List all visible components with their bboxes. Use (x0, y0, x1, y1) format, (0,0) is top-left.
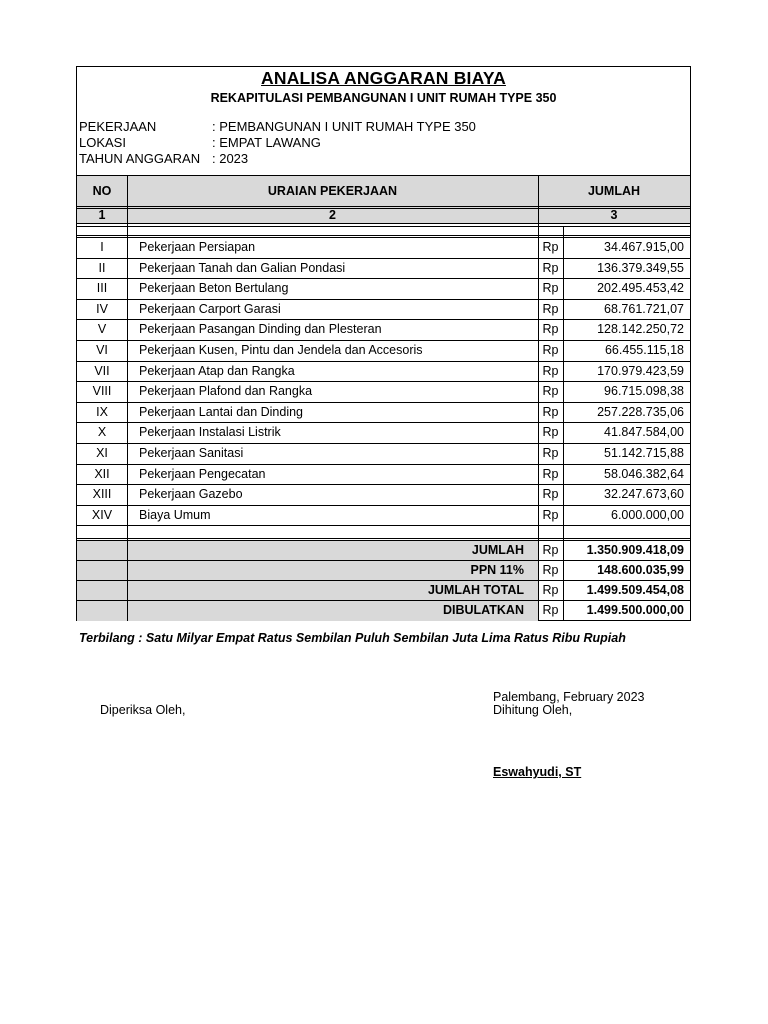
row-no: III (96, 281, 108, 296)
row-amount: 34.467.915,00 (604, 240, 684, 254)
page-title: ANALISA ANGGARAN BIAYA (261, 68, 506, 88)
row-currency: Rp (542, 446, 559, 460)
meta-value-tahun: : 2023 (212, 151, 249, 166)
total-currency: Rp (542, 543, 559, 557)
row-amount: 136.379.349,55 (597, 260, 684, 275)
header-jumlah: JUMLAH (587, 184, 641, 198)
row-no: XII (94, 466, 110, 481)
row-currency: Rp (542, 404, 559, 419)
row-no: VI (96, 343, 108, 357)
row-currency: Rp (542, 240, 559, 254)
row-amount: 257.228.735,06 (597, 404, 684, 419)
row-no: VIII (92, 384, 112, 399)
row-no: I (100, 240, 104, 254)
row-amount: 68.761.721,07 (604, 301, 684, 316)
row-amount: 128.142.250,72 (597, 322, 684, 337)
row-description: Pekerjaan Persiapan (139, 240, 256, 254)
row-description: Pekerjaan Plafond dan Rangka (139, 384, 313, 399)
signer-name: Eswahyudi, ST (493, 765, 582, 779)
row-currency: Rp (542, 363, 559, 378)
row-no: VII (94, 363, 110, 378)
row-amount: 170.979.423,59 (597, 363, 684, 378)
row-description: Pekerjaan Atap dan Rangka (139, 363, 295, 378)
total-amount: 148.600.035,99 (597, 563, 684, 577)
row-no: IV (96, 301, 108, 316)
row-description: Pekerjaan Pengecatan (139, 466, 266, 481)
row-no: X (97, 425, 107, 440)
meta-value-lokasi: : EMPAT LAWANG (212, 135, 321, 150)
row-amount: 51.142.715,88 (604, 446, 684, 460)
header-no: NO (92, 184, 112, 198)
total-label: DIBULATKAN (442, 603, 524, 617)
colnum-2: 2 (329, 208, 336, 222)
row-description: Pekerjaan Carport Garasi (139, 301, 281, 316)
total-currency: Rp (542, 603, 559, 617)
total-currency: Rp (542, 583, 559, 597)
row-no: IX (96, 404, 108, 419)
row-no: II (98, 260, 106, 275)
row-description: Pekerjaan Gazebo (139, 487, 243, 502)
row-amount: 32.247.673,60 (604, 487, 684, 502)
row-no: XIII (92, 487, 112, 502)
row-description: Pekerjaan Lantai dan Dinding (139, 404, 304, 419)
row-description: Biaya Umum (139, 507, 211, 522)
total-label: JUMLAH TOTAL (427, 583, 524, 597)
row-amount: 202.495.453,42 (597, 281, 684, 296)
row-description: Pekerjaan Instalasi Listrik (139, 425, 281, 440)
colnum-3: 3 (610, 208, 618, 222)
row-currency: Rp (542, 260, 559, 275)
row-currency: Rp (542, 466, 559, 481)
meta-label-lokasi: LOKASI (79, 135, 126, 150)
row-no: XI (96, 446, 108, 460)
row-description: Pekerjaan Beton Bertulang (139, 281, 289, 296)
row-currency: Rp (542, 384, 559, 399)
calculated-by-label: Dihitung Oleh, (493, 703, 573, 717)
meta-label-tahun: TAHUN ANGGARAN (79, 151, 201, 166)
total-amount: 1.350.909.418,09 (586, 543, 684, 557)
row-currency: Rp (542, 322, 559, 337)
row-description: Pekerjaan Kusen, Pintu dan Jendela dan Accesoris (139, 343, 423, 357)
row-amount: 6.000.000,00 (611, 507, 684, 522)
total-amount: 1.499.500.000,00 (586, 603, 684, 617)
header-uraian: URAIAN PEKERJAAN (267, 184, 398, 198)
page-subtitle: REKAPITULASI PEMBANGUNAN I UNIT RUMAH TYPE 350 (210, 91, 557, 105)
row-no: V (97, 322, 107, 337)
total-label: JUMLAH (471, 543, 524, 557)
row-currency: Rp (542, 301, 559, 316)
row-no: XIV (91, 507, 113, 522)
place-date: Palembang, February 2023 (493, 690, 645, 704)
row-amount: 58.046.382,64 (604, 466, 684, 481)
row-description: Pekerjaan Sanitasi (139, 446, 244, 460)
row-currency: Rp (542, 343, 559, 357)
meta-label-pekerjaan: PEKERJAAN (79, 119, 157, 134)
total-amount: 1.499.509.454,08 (586, 583, 684, 597)
row-amount: 41.847.584,00 (604, 425, 684, 440)
row-description: Pekerjaan Pasangan Dinding dan Plesteran (139, 322, 382, 337)
total-label: PPN 11% (470, 563, 524, 577)
row-description: Pekerjaan Tanah dan Galian Pondasi (139, 260, 346, 275)
row-currency: Rp (542, 425, 559, 440)
total-currency: Rp (542, 563, 559, 577)
colnum-1: 1 (98, 208, 106, 222)
amount-in-words: Terbilang : Satu Milyar Empat Ratus Sembilan Puluh Sembilan Juta Lima Ratus Ribu Rupiah (79, 631, 626, 645)
row-amount: 66.455.115,18 (604, 343, 684, 357)
row-currency: Rp (542, 281, 559, 296)
checked-by-label: Diperiksa Oleh, (100, 703, 186, 717)
row-currency: Rp (542, 507, 559, 522)
meta-value-pekerjaan: : PEMBANGUNAN I UNIT RUMAH TYPE 350 (212, 119, 476, 134)
row-currency: Rp (542, 487, 559, 502)
row-amount: 96.715.098,38 (604, 384, 684, 399)
